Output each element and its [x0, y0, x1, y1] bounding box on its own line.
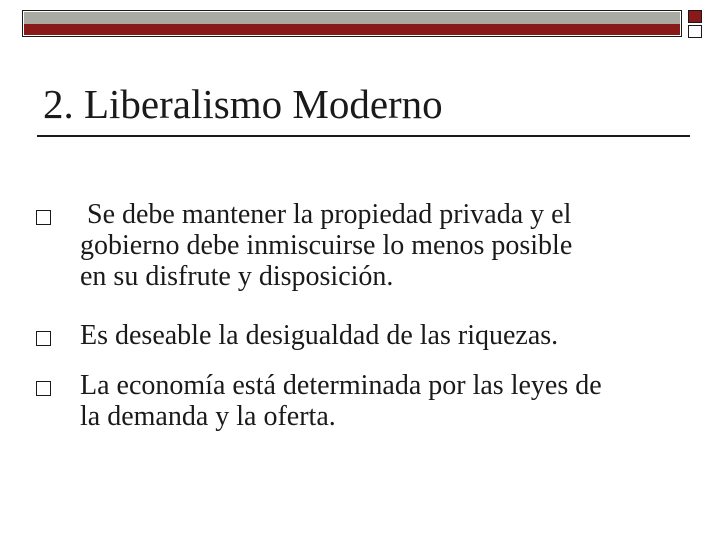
bullet-item: [80, 370, 690, 432]
header-decoration-bar: [22, 10, 682, 37]
bullet-line: la demanda y la oferta.: [80, 401, 336, 432]
bullet-line: Se debe mantener la propiedad privada y el: [80, 199, 572, 230]
bullet-item: [80, 320, 690, 351]
hollow-square-icon: [36, 210, 51, 225]
bullet-line: en su disfrute y disposición.: [80, 261, 394, 292]
bullet-line: Es deseable la desigualdad de las riquezas.: [80, 320, 559, 351]
slide-title: 2. Liberalismo Moderno: [43, 81, 443, 127]
hollow-square-icon: [36, 381, 51, 396]
corner-white-square: [688, 25, 702, 38]
corner-red-square: [688, 10, 702, 23]
hollow-square-icon: [36, 331, 51, 346]
bullet-line: gobierno debe inmiscuirse lo menos posible: [80, 230, 573, 261]
bullet-line: La economía está determinada por las leyes de: [80, 370, 602, 401]
title-underline: [37, 135, 690, 137]
bullet-item: [80, 199, 690, 292]
header-red-band: [24, 24, 680, 35]
